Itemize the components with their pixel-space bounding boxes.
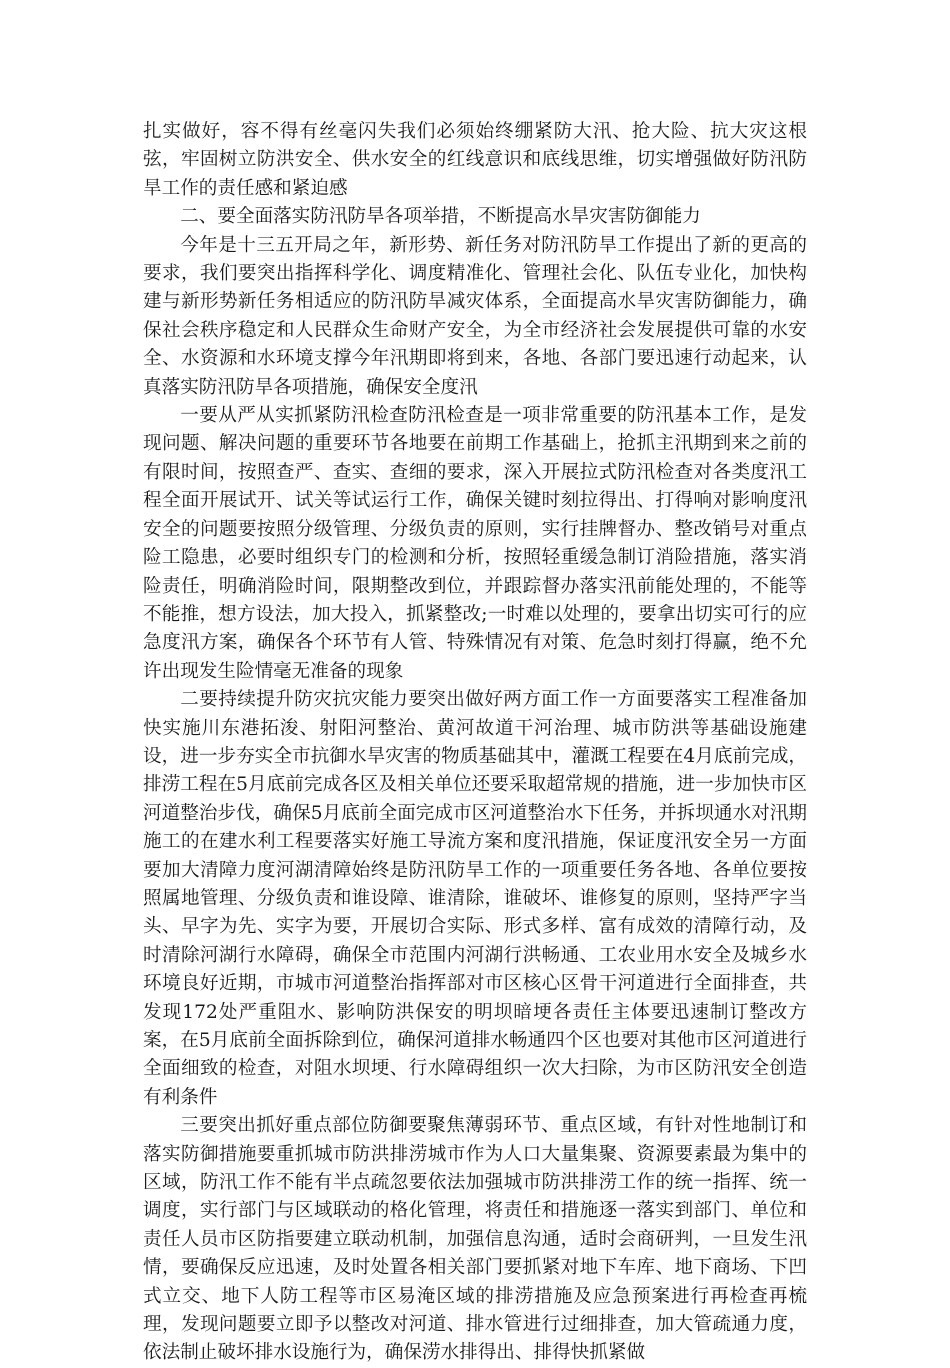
document-page: [143, 118, 807, 1368]
body-paragraph-6: 三要突出抓好重点部位防御要聚焦薄弱环节、重点区域，有针对性地制订和落实防御措施要重抓城市防洪排涝城市作为人口大量集聚、资源要素最为集中的区域，防汛工作不能有半点疏忽要依法加强城市防洪排涝工作的统一指挥、统一调度，实行部门与区域联动的格化管理，将责任和措施逐一落实到部门、单位和责任人员市区防指要建立联动机制，加强信息沟通，适时会商研判，一旦发生汛情，要确保反应迅速，及时处置各相关部门要抓紧对地下车库、地下商场、下凹式立交、地下人防工程等市区易淹区域的排涝措施及应急预案进行再检查再梳理，发现问题要立即予以整改对河道、排水管进行过细排查，加大管疏通力度，依法制止破坏排水设施行为，确保涝水排得出、排得快抓紧做: [143, 1115, 807, 1364]
body-paragraph-4: 一要从严从实抓紧防汛检查防汛检查是一项非常重要的防汛基本工作，是发现问题、解决问题的重要环节各地要在前期工作基础上，抢抓主汛期到来之前的有限时间，按照查严、查实、查细的要求，深入开展拉式防汛检查对各类度汛工程全面开展试开、试关等试运行工作，确保关键时刻拉得出、打得响对影响度汛安全的问题要按照分级管理、分级负责的原则，实行挂牌督办、整改销号对重点险工隐患，必要时组织专门的检测和分析，按照轻重缓急制订消险措施，落实消险责任，明确消险时间，限期整改到位，并跟踪督办落实汛前能处理的，不能等不能推，想方设法，加大投入，抓紧整改;一时难以处理的，要拿出切实可行的应急度汛方案，确保各个环节有人管、特殊情况有对策、危急时刻打得赢，绝不允许出现发生险情毫无准备的现象: [143, 405, 807, 682]
section-heading-2: 二、要全面落实防汛防旱各项举措，不断提高水旱灾害防御能力: [180, 206, 701, 228]
body-paragraph-3: 今年是十三五开局之年，新形势、新任务对防汛防旱工作提出了新的更高的要求，我们要突出指挥科学化、调度精准化、管理社会化、队伍专业化，加快构建与新形势新任务相适应的防汛防旱减灾体系，全面提高水旱灾害防御能力，确保社会秩序稳定和人民群众生命财产安全，为全市经济社会发展提供可靠的水安全、水资源和水环境支撑今年汛期即将到来，各地、各部门要迅速行动起来，认真落实防汛防旱各项措施，确保安全度汛: [143, 234, 807, 398]
body-paragraph-5: 二要持续提升防灾抗灾能力要突出做好两方面工作一方面要落实工程准备加快实施川东港拓浚、射阳河整治、黄河故道干河治理、城市防洪等基础设施建设，进一步夯实全市抗御水旱灾害的物质基础其中，灌溉工程要在4月底前完成，排涝工程在5月底前完成各区及相关单位还要采取超常规的措施，进一步加快市区河道整治步伐，确保5月底前全面完成市区河道整治水下任务，并拆坝通水对汛期施工的在建水利工程要落实好施工导流方案和度汛措施，保证度汛安全另一方面要加大清障力度河湖清障始终是防汛防旱工作的一项重要任务各地、各单位要按照属地管理、分级负责和谁设障、谁清除，谁破坏、谁修复的原则，坚持严字当头、早字为先、实字为要，开展切合实际、形式多样、富有成效的清障行动，及时清除河湖行水障碍，确保全市范围内河湖行洪畅通、工农业用水安全及城乡水环境良好近期，市城市河道整治指挥部对市区核心区骨干河道进行全面排查，共发现172处严重阻水、影响防洪保安的明坝暗埂各责任主体要迅速制订整改方案，在5月底前全面拆除到位，确保河道排水畅通四个区也要对其他市区河道进行全面细致的检查，对阻水坝埂、行水障碍组织一次大扫除，为市区防汛安全创造有利条件: [143, 689, 807, 1108]
body-paragraph-1: 扎实做好，容不得有丝毫闪失我们必须始终绷紧防大汛、抢大险、抗大灾这根弦，牢固树立防洪安全、供水安全的红线意识和底线思维，切实增强做好防汛防旱工作的责任感和紧迫感: [143, 121, 807, 199]
